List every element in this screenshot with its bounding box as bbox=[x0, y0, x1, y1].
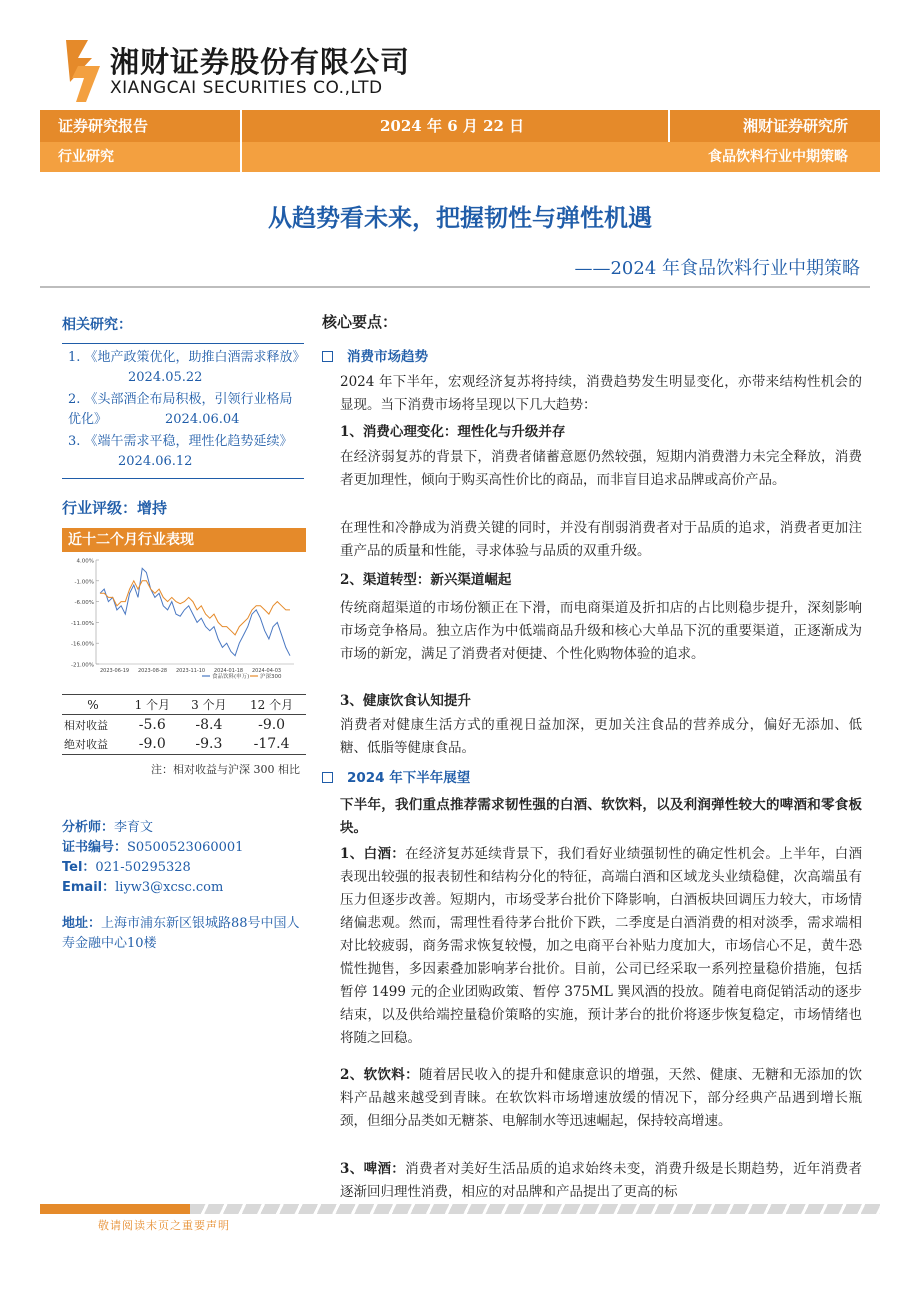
related-item[interactable]: 2. 《头部酒企布局积极，引领行业格局优化》 2024.06.04 bbox=[68, 392, 293, 427]
x-tick-label: 2023-06-19 bbox=[100, 668, 130, 674]
related-item[interactable]: 1. 《地产政策优化，助推白酒需求释放》2024.05.22 bbox=[68, 350, 306, 385]
trend-2-paragraph: 传统商超渠道的市场份额正在下滑，而电商渠道及折扣店的占比则稳步提升，深刻影响市场竞争格局。独立店作为中低端商品升级和核心大单品下沉的重要渠道，正逐渐成为市场的新宠，满足了消费者对便捷、个性化购物体验的追求。 bbox=[340, 600, 862, 662]
cert-line: 证书编号：S0500523060001 bbox=[62, 840, 244, 855]
core-points-heading: 核心要点： bbox=[322, 313, 398, 331]
legend-label: 沪深300 bbox=[260, 674, 282, 680]
trend-2-heading: 2、渠道转型：新兴渠道崛起 bbox=[340, 572, 512, 588]
trend-3-paragraph: 消费者对健康生活方式的重视日益加深，更加关注食品的营养成分，偏好无添加、低糖、低脂等健康食品。 bbox=[340, 717, 862, 756]
trend-1-heading: 1、消费心理变化：理性化与升级并存 bbox=[340, 424, 566, 440]
section-consumer-trends-intro: 2024 年下半年，宏观经济复苏将持续，消费趋势发生明显变化，亦带来结构性机会的显现。当下消费市场将呈现以下几大趋势： bbox=[340, 374, 862, 413]
outlook-baijiu-paragraph: 1、白酒：在经济复苏延续背景下，我们看好业绩强韧性的确定性机会。上半年，白酒表现出较强的报表韧性和结构分化的特征，高端白酒和区域龙头业绩稳健，次高端虽有压力但逐步改善。短期内，市场受茅台批价下降影响，白酒板块回调压力较大，市场情绪偏悲观。然而，需理性看待茅台批价下跌，二季度是白酒消费的相对淡季，需求端相对比较疲弱，商务需求恢复较慢，加之电商平台补贴力度加大，市场信心不足，黄牛恐慌性抛售，多因素叠加影响茅台批价。目前，公司已经采取一系列控量稳价措施，包括暂停 1499 元的企业团购政策、暂停 375ML 巽风酒的投放。随着电商促销活动的逐步结束，以及供给端控量稳价策略的实施，预计茅台的批价将逐步恢复稳定，市场情绪也将随之回稳。 bbox=[340, 846, 862, 1046]
x-tick-label: 2024-01-18 bbox=[214, 668, 244, 674]
report-subtitle: ——2024 年食品饮料行业中期策略 bbox=[574, 258, 860, 279]
related-research-heading: 相关研究： bbox=[62, 317, 132, 333]
company-name-en: XIANGCAI SECURITIES CO.,LTD bbox=[110, 78, 383, 98]
section-consumer-trends-heading: 消费市场趋势 bbox=[322, 345, 428, 365]
report-date: 2024 年 6 月 22 日 bbox=[380, 117, 525, 135]
report-series: 食品饮料行业中期策略 bbox=[708, 149, 848, 165]
y-tick-label: 4.00% bbox=[76, 558, 94, 565]
perf-header-cell: 1 个月 bbox=[124, 695, 181, 715]
related-item[interactable]: 3. 《端午需求平稳，理性化趋势延续》2024.06.12 bbox=[68, 434, 293, 469]
perf-header-cell: 12 个月 bbox=[237, 695, 306, 715]
x-tick-label: 2023-08-28 bbox=[138, 668, 168, 674]
perf-cell: -5.6 bbox=[138, 716, 166, 733]
header-band-secondary bbox=[40, 142, 880, 172]
trend-1-paragraph-1: 在经济弱复苏的背景下，消费者储蓄意愿仍然较强，短期内消费潜力未完全释放，消费者更加理性，倾向于购买高性价比的商品，而非盲目追求品牌或高价产品。 bbox=[340, 449, 862, 488]
tel-line: Tel：021-50295328 bbox=[62, 860, 191, 875]
industry-rating: 行业评级：增持 bbox=[62, 499, 168, 517]
trend-1-paragraph-2: 在理性和冷静成为消费关键的同时，并没有削弱消费者对于品质的追求，消费者更加注重产品的质量和性能，寻求体验与品质的双重升级。 bbox=[340, 520, 862, 559]
outlook-soft-drinks-paragraph: 2、软饮料：随着居民收入的提升和健康意识的增强，天然、健康、无糖和无添加的饮料产品越来越受到青睐。在软饮料市场增速放缓的情况下，部分经典产品遇到增长瓶颈，但细分品类如无糖茶、电解制水等迅速崛起，保持较高增速。 bbox=[340, 1067, 863, 1129]
company-logo-icon bbox=[62, 38, 104, 104]
title-divider bbox=[40, 286, 870, 288]
perf-header-cell: % bbox=[62, 695, 124, 715]
industry-performance-chart bbox=[62, 528, 306, 690]
report-category: 行业研究 bbox=[58, 149, 114, 165]
perf-cell: -9.3 bbox=[181, 735, 238, 755]
header-band-primary bbox=[40, 110, 880, 142]
series-line-0 bbox=[100, 568, 290, 655]
company-name-cn: 湘财证券股份有限公司 bbox=[110, 45, 411, 79]
x-tick-label: 2024-04-03 bbox=[252, 668, 282, 674]
perf-row-label: 相对收益 bbox=[64, 718, 108, 732]
performance-note: 注：相对收益与沪深 300 相比 bbox=[151, 763, 300, 776]
related-research-list bbox=[62, 343, 304, 479]
y-tick-label: -1.00% bbox=[74, 579, 94, 586]
perf-cell: -17.4 bbox=[237, 735, 306, 755]
performance-line-chart bbox=[62, 552, 306, 690]
perf-cell: -9.0 bbox=[258, 716, 286, 733]
y-tick-label: -16.00% bbox=[71, 641, 94, 648]
y-tick-label: -21.00% bbox=[71, 662, 94, 669]
performance-table bbox=[62, 694, 306, 755]
report-type: 证券研究报告 bbox=[58, 117, 149, 135]
x-tick-label: 2023-11-10 bbox=[176, 668, 206, 674]
chart-title: 近十二个月行业表现 bbox=[62, 528, 306, 552]
series-line-1 bbox=[100, 581, 290, 635]
section-outlook-heading: 2024 年下半年展望 bbox=[322, 766, 470, 786]
institute-name: 湘财证券研究所 bbox=[742, 117, 848, 135]
outlook-beer-paragraph: 3、啤酒：消费者对美好生活品质的追求始终未变，消费升级是长期趋势，近年消费者逐渐回归理性消费，相应的对品牌和产品提出了更高的标 bbox=[340, 1161, 862, 1200]
perf-cell: -9.0 bbox=[124, 735, 181, 755]
trend-3-heading: 3、健康饮食认知提升 bbox=[340, 693, 471, 709]
legend-label: 食品饮料(申万) bbox=[212, 674, 250, 680]
perf-cell: -8.4 bbox=[195, 716, 223, 733]
report-title: 从趋势看未来，把握韧性与弹性机遇 bbox=[268, 204, 652, 232]
address-line: 地址：上海市浦东新区银城路88号中国人寿金融中心10楼 bbox=[62, 916, 300, 951]
y-tick-label: -6.00% bbox=[74, 600, 94, 607]
checkbox-bullet-icon bbox=[322, 772, 333, 783]
checkbox-bullet-icon bbox=[322, 351, 333, 362]
footer-stripe bbox=[40, 1204, 880, 1214]
email-line[interactable]: Email：liyw3@xcsc.com bbox=[62, 880, 224, 895]
analyst-line: 分析师：李育文 bbox=[62, 820, 154, 835]
perf-header-cell: 3 个月 bbox=[181, 695, 238, 715]
outlook-lead: 下半年，我们重点推荐需求韧性强的白酒、软饮料，以及利润弹性较大的啤酒和零食板块。 bbox=[340, 797, 862, 836]
footer-disclaimer: 敬请阅读末页之重要声明 bbox=[98, 1219, 230, 1232]
y-tick-label: -11.00% bbox=[71, 620, 94, 627]
perf-row-label: 绝对收益 bbox=[62, 735, 124, 755]
